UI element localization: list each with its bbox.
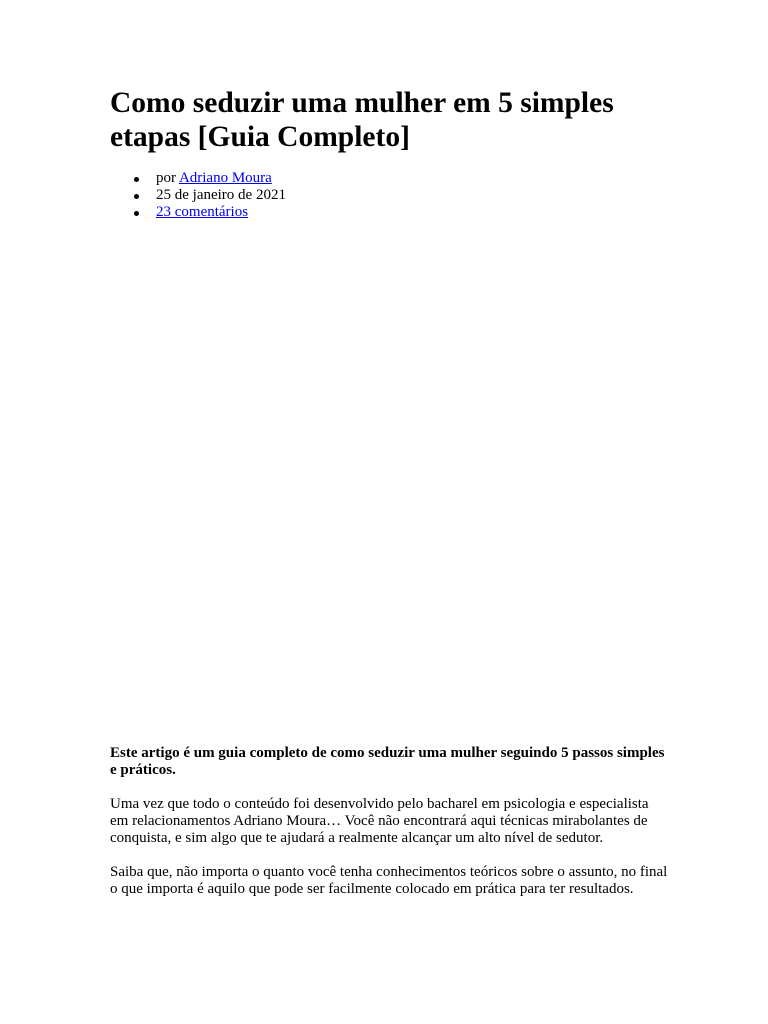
- article-title: Como seduzir uma mulher em 5 simples etapas [Guia Completo]: [110, 87, 614, 153]
- meta-author-item: [110, 170, 286, 187]
- article-body: [110, 745, 670, 915]
- body-paragraph: Uma vez que todo o conteúdo foi desenvolvido pelo bacharel em psicologia e especialista em relacionamentos Adriano Moura… Você não encontrará aqui técnicas mirabolantes de conquista, e sim algo que te ajudará a realmente alcançar um alto nível de sedutor.: [110, 796, 649, 846]
- by-prefix: por: [156, 170, 176, 186]
- meta-date-item: [110, 187, 286, 204]
- article-meta-list: [110, 170, 286, 221]
- body-paragraph: Saiba que, não importa o quanto você tenha conhecimentos teóricos sobre o assunto, no final o que importa é aquilo que pode ser facilmente colocado em prática para ter resultados.: [110, 864, 668, 897]
- author-link[interactable]: Adriano Moura: [178, 170, 272, 186]
- lead-paragraph: Este artigo é um guia completo de como seduzir uma mulher seguindo 5 passos simples e práticos.: [110, 745, 665, 778]
- meta-comments-item: [110, 204, 286, 221]
- publish-date: 25 de janeiro de 2021: [156, 187, 286, 203]
- comments-link[interactable]: 23 comentários: [156, 204, 249, 220]
